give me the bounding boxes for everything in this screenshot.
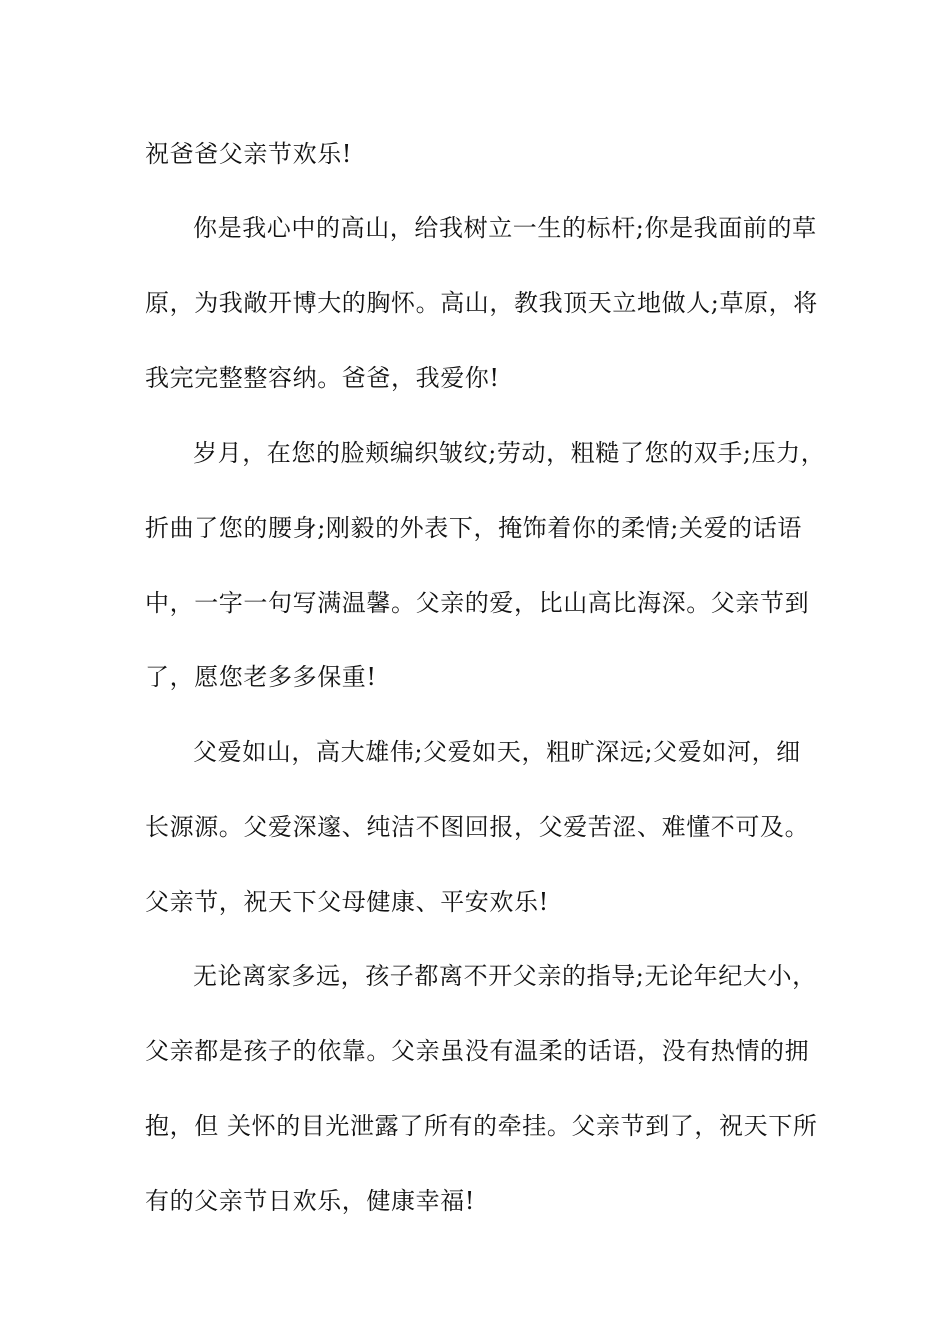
text-line: 父亲节，祝天下父母健康、平安欢乐! — [145, 888, 549, 916]
text-line: 原，为我敞开博大的胸怀。高山，教我顶天立地做人;草原，将 — [145, 289, 818, 317]
text-line: 父亲都是孩子的依靠。父亲虽没有温柔的话语，没有热情的拥 — [145, 1037, 810, 1065]
text-line: 长源源。父爱深邃、纯洁不图回报，父爱苦涩、难懂不可及。 — [145, 813, 810, 841]
paragraph-first-line: 父爱如山，高大雄伟;父爱如天，粗旷深远;父爱如河，细 — [193, 738, 801, 766]
text-line: 抱，但 关怀的目光泄露了所有的牵挂。父亲节到了，祝天下所 — [145, 1112, 818, 1140]
text-line: 我完完整整容纳。爸爸，我爱你! — [145, 364, 500, 392]
paragraph-first-line: 无论离家多远，孩子都离不开父亲的指导;无论年纪大小， — [193, 962, 817, 990]
text-line: 了，愿您老多多保重! — [145, 663, 377, 691]
paragraph-first-line: 岁月，在您的脸颊编织皱纹;劳动，粗糙了您的双手;压力， — [193, 439, 826, 467]
text-line: 中，一字一句写满温馨。父亲的爱，比山高比海深。父亲节到 — [145, 589, 810, 617]
text-line: 折曲了您的腰身;刚毅的外表下，掩饰着你的柔情;关爱的话语 — [145, 514, 802, 542]
text-line: 有的父亲节日欢乐，健康幸福! — [145, 1187, 476, 1215]
text-line: 祝爸爸父亲节欢乐! — [145, 140, 353, 168]
paragraph-first-line: 你是我心中的高山，给我树立一生的标杆;你是我面前的草 — [193, 214, 817, 242]
